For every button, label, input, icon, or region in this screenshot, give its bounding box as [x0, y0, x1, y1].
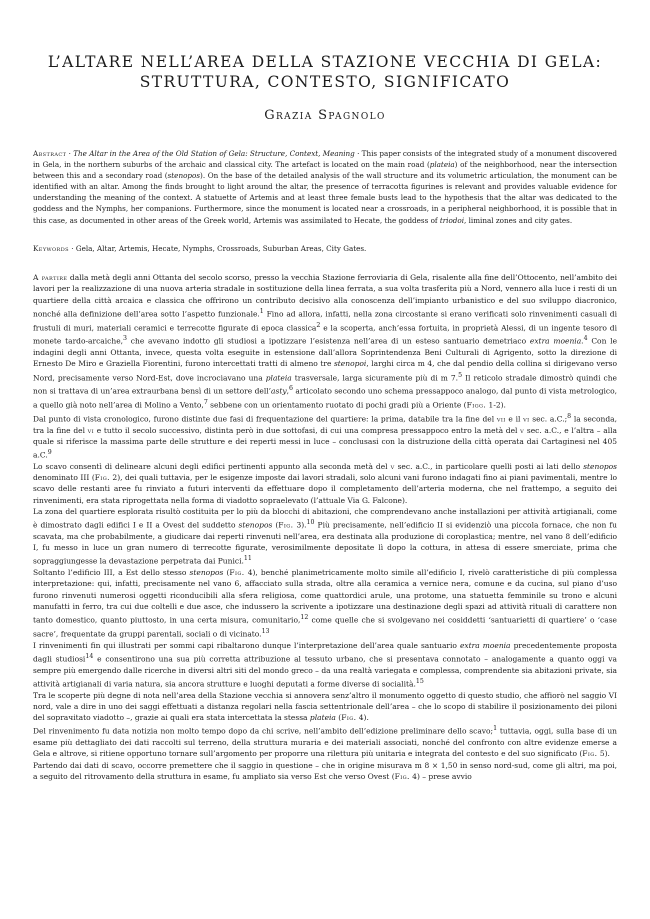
abstract-separator: ·	[66, 149, 74, 158]
figure-ref: Fig.	[229, 568, 245, 577]
footnote-ref: 9	[47, 449, 52, 456]
footnote-ref: 12	[300, 614, 309, 621]
abstract-label: Abstract	[33, 149, 67, 158]
figure-ref: Fig.	[278, 520, 294, 530]
article-body	[33, 272, 617, 782]
footnote-ref: 1	[493, 725, 498, 733]
footnote-ref: 5	[458, 371, 463, 379]
figure-ref: Figg.	[466, 400, 487, 410]
keywords-list: · Gela, Altar, Artemis, Hecate, Nymphs, Crossroads, Suburban Areas, City Gates.	[68, 244, 367, 253]
paragraph-1: A partire dalla metà degli anni Ottanta del secolo scorso, presso la vecchia Stazione ferroviaria di Gela, risalente alla fine dell’Ottocento, nell’ambito dei lavori per la realizzazione di una nuova arteria stradale in sostituzione della linea ferrata, a sua volta trasferita più a Nord, vennero alla luce i resti di un quartiere della città arcaica e classica che offrirono un contributo decisivo alla conoscenza dell’impianto urbanistico e del suo sviluppo diacronico, nonché alla definizione dell’area sotto l’aspetto funzionale.$^1$ Fino ad allora, infatti, nella zona circostante si erano verificati solo rinvenimenti casuali di frustuli di muri, materiali ceramici e terrecotte figurate di epoca classica$^2$ e la scoperta, anch’essa fortuita, in proprietà Alessi, di un ingente tesoro di monete tardo-arcaiche,$^3$ che avevano indotto gli studiosi a ipotizzare l’esistenza nell’area di un esteso santuario demetriaco extra moenia.$^4$ Con le indagini degli anni Ottanta, invece, questa volta eseguite in estensione dall’allora Soprintendenza Beni Culturali di Agrigento, sotto la direzione di Ernesto De Miro e Graziella Fiorentini, furono intercettati tratti di almeno tre stenopoi, larghi circa m 4, che dal pendio della collina si dirigevano verso Nord, precisamente verso Nord-Est, dove incrociavano una plateia trasversale, larga sicuramente più di m 7.$^5$ Il reticolo stradale dimostrò quindi che non si trattava di un’area extraurbana bensì di un settore dell’asty,$^6$ articolato secondo uno schema pressappoco analogo, dal punto di vista metrologico, a quello già noto nell’area di Molino a Vento,$^7$ sebbene con un orientamento ruotato di pochi gradi più a Oriente (Figg. 1-2).	[33, 273, 618, 410]
paragraph-4: La zona del quartiere esplorata risultò costituita per lo più da blocchi di abitazioni, che comprendevano anche installazioni per attività artigianali, come è dimostrato dagli edifici I e II a Ovest del suddetto stenopos (Fig. 3).$^{10}$ Più precisamente, nell’edificio II si evidenziò una piccola fornace, che non fu scavata, ma che probabilmente, a giudicare dai reperti rinvenuti nell’area, era destinata alla produzione di coroplastica; mentre, nel vano 8 dell’edificio I, fu messo in luce un gran numero di terrecotte figurate, verosimilmente depositate lì dopo la cottura, in attesa di essere smerciate, prima che sopraggiungesse la devastazione perpetrata dai Punici.$^{11}$	[33, 506, 617, 566]
paragraph-3: Lo scavo consentì di delineare alcuni degli edifici pertinenti appunto alla seconda metà del v sec. a.C., in particolare quelli posti ai lati dello stenopos denominato III (Fig. 2), dei quali tuttavia, per le esigenze imposte dai lavori stradali, solo alcuni vani furono indagati fino ai piani pavimentali, mentre lo scavo delle restanti aree fu rinviato a futuri interventi da effettuare dopo il completamento dell’arteria moderna, che nel frattempo, a seguito dei rinvenimenti, era stata riprogettata nella forma di viadotto sopraelevato (l’attuale Via G. Falcone).	[33, 461, 617, 505]
keywords	[33, 243, 617, 254]
paragraph-8: Del rinvenimento fu data notizia non molto tempo dopo da chi scrive, nell’ambito dell’edizione preliminare dello scavo;$^1$ tuttavia, oggi, sulla base di un esame più dettagliato dei dati raccolti sul terreno, della struttura muraria e dei materiali associati, nonché del confronto con altre evidenze emerse a Gela e altrove, si ritiene opportuno tornare sull’argomento per proporre una rilettura più unitaria e integrata del contesto e del suo significato (Fig. 5).	[33, 725, 617, 759]
footnote-ref: 4	[583, 335, 588, 343]
footnote-ref: 7	[203, 399, 208, 406]
footnote-ref: 6	[288, 385, 293, 393]
footnote-ref: 2	[316, 321, 321, 329]
footnote-ref: 8	[567, 412, 572, 420]
footnote-ref: 11	[243, 555, 252, 563]
figure-ref: Fig.	[394, 771, 410, 781]
paragraph-6: I rinvenimenti fin qui illustrati per sommi capi ribaltarono dunque l’interpretazione dell’area quale santuario extra moenia precedentemente proposta dagli studiosi$^{14}$ e consentirono una sua più corretta attribuzione al tessuto urbano, che si presentava connotato – analogamente a quanto oggi va sempre più emergendo dalle ricerche in diversi altri siti del mondo greco – da una realtà variegata e complessa, comprendente sia abitazioni private, sia attività artigianali di varia natura, sia ancora strutture e luoghi deputati a forme diverse di socialità.$^{15}$	[33, 640, 617, 689]
footnote-ref: 1	[259, 307, 264, 315]
figure-ref: Fig.	[582, 749, 598, 759]
footnote-ref: 10	[306, 519, 315, 526]
keywords-label: Keywords	[33, 244, 69, 253]
figure-ref: Fig.	[341, 713, 357, 722]
paragraph-9: Partendo dai dati di scavo, occorre premettere che il saggio in questione – che in origine misurava m 8 × 1,50 in senso nord-sud, come gli altri, ma poi, a seguito del ritrovamento della struttura in esame, fu ampliato sia verso Est che verso Ovest (Fig. 4) – prese avvio	[33, 760, 617, 781]
footnote-ref: 13	[261, 627, 270, 635]
paragraph-5: Soltanto l’edificio III, a Est dello stesso stenopos (Fig. 4), benché planimetricamente molto simile all’edificio I, rivelò caratteristiche di più complessa interpretazione: qui, infatti, precisamente nel vano 6, affacciato sulla strada, oltre alla ceramica a vernice nera, comune e da cucina, sul piano d’uso furono rinvenuti numerosi oggetti riconducibili alla sfera religiosa, come quattordici arule, una protome, una statuetta femminile su trono e alcuni manufatti in ferro, tra cui due coltelli e due asce, che indussero la scrivente a ipotizzare una destinazione degli spazi ad attività rituali di carattere non tanto domestico, quanto piuttosto, in una certa misura, comunitario,$^{12}$ come quelle che si svolgevano nei cosiddetti ‘santuarietti di quartiere’ o ‘case sacre’, frequentate da gruppi parentali, sociali o di vicinato.$^{13}$	[33, 568, 617, 639]
abstract-english-title: The Altar in the Area of the Old Station of Gela: Structure, Context, Meaning	[73, 149, 355, 158]
abstract: Abstract · The Altar in the Area of the Old Station of Gela: Structure, Context, Meaning · This paper consists of the integrated study of a monument discovered in Gela, in the northern suburbs of the archaic and classical city. The artefact is located on the main road (plateia) of the neighborhood, near the intersection between this and a secondary road (stenopos). On the base of the detailed analysis of the wall structure and its volumetric articulation, the monument can be identified with an altar. Among the finds brought to light around the altar, the presence of terracotta figurines is relevant and provides valuable evidence for understanding the meaning of the context. A statuette of Artemis and at least three female busts lead to the hypothesis that the altar was dedicated to the goddess and the Nymphs, her companions. Furthermore, since the monument is located near a crossroads, in a peripheral neighborhood, it is possible that in this case, as documented in other areas of the Greek world, Artemis was assimilated to Hecate, the goddess of triodoi, liminal zones and city gates.	[33, 149, 618, 225]
footnote-ref: 3	[123, 335, 128, 343]
figure-ref: Fig.	[94, 473, 110, 482]
author-name: Grazia Spagnolo	[264, 108, 386, 123]
footnote-ref: 15	[415, 677, 424, 685]
footnote-ref: 14	[85, 652, 94, 660]
title-line-2: STRUTTURA, CONTESTO, SIGNIFICATO	[139, 73, 511, 91]
paragraph-7: Tra le scoperte più degne di nota nell’area della Stazione vecchia si annovera senz’altro il monumento oggetto di questo studio, che affiorò nel saggio VI nord, vale a dire in uno dei saggi effettuati a distanza regolari nella fascia settentrionale dell’area – che lo scopo di stabilire il posizionamento dei piloni del soprачitato viadotto –, grazie ai quali era stata intercettata la stessa plateia (Fig. 4).	[33, 690, 617, 722]
drop-lead: A partire	[33, 273, 68, 282]
article-title	[40, 52, 610, 92]
title-line-1: L’ALTARE NELL’AREA DELLA STAZIONE VECCHIA DI GELA:	[47, 53, 603, 71]
paragraph-2: Dal punto di vista cronologico, furono distinte due fasi di frequentazione del quartiere: la prima, databile tra la fine del vii e il vi sec. a.C.;$^8$ la seconda, tra la fine del vi e tutto il secolo successivo, distinta però in due sottofasi, di cui una compresa pressappoco entro la metà del v sec. a.C., e l’altra – alla quale si riferisce la massima parte delle strutture e dei reperti messi in luce – conclusasi con la distruzione della città operata dai Cartaginesi nel 405 a.C.$^9$	[33, 412, 617, 460]
